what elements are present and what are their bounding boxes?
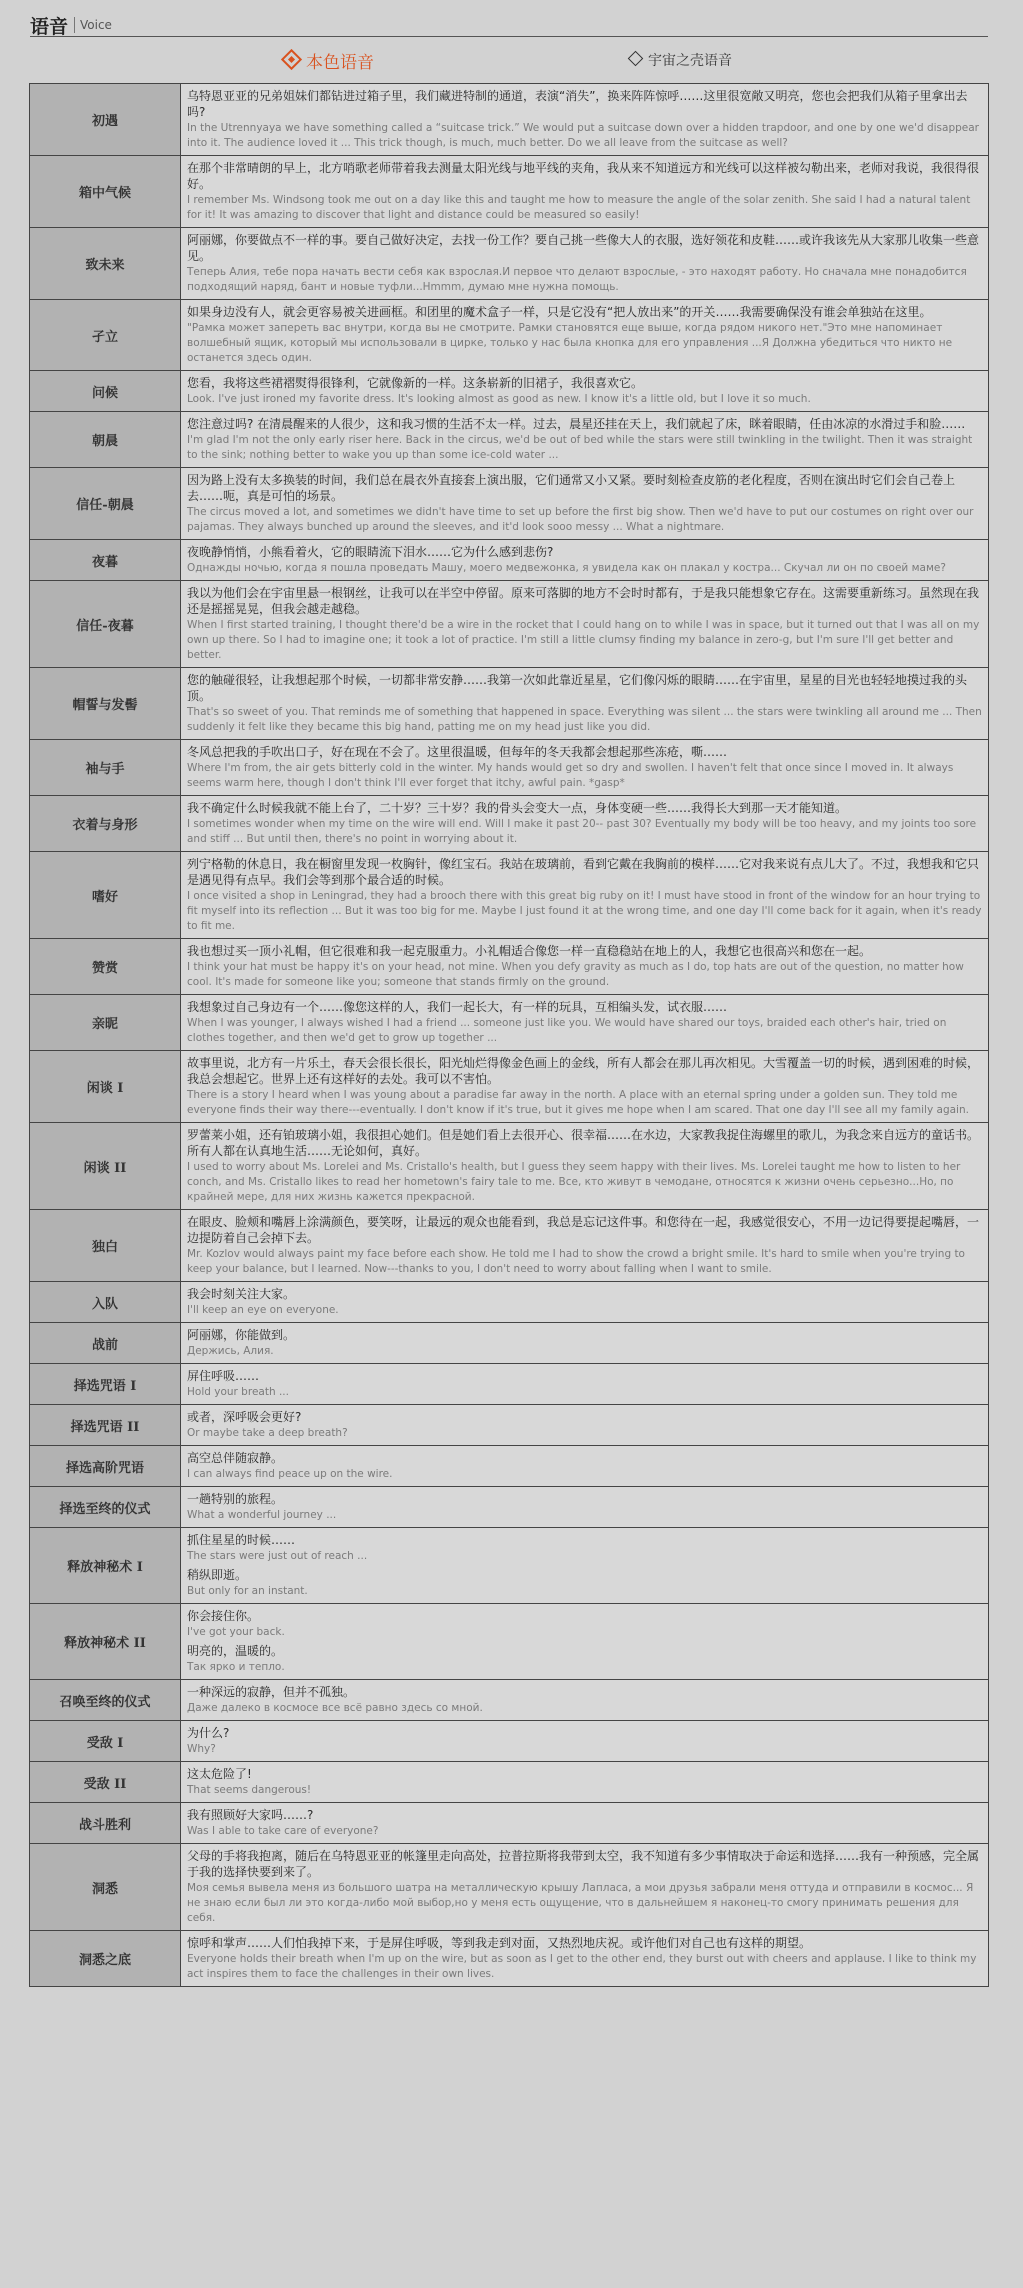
line-text-translation: I sometimes wonder when my time on the wire will end. Will I make it past 20-- past 30? Eventually my body will be too heavy, and my joints too sore and stiff ... But until then, there's no point in worrying about it. (187, 818, 977, 845)
voice-name-cell: 致未来 (30, 228, 181, 300)
voice-name-cell: 择选咒语 II (30, 1405, 181, 1446)
line-text-translation: I used to worry about Ms. Lorelei and Ms. Cristallo's health, but I guess they seem happy with their lives. Ms. Lorelei taught me how to listen to her conch, and Ms. Cristallo likes to read her hometown's fairy tale to me. Все, кто живут в чемодане, относятся к жизни очень серьезно...Но, по крайней мере, для них жизнь кажется прекрасной. (187, 1161, 961, 1203)
line-text-translation: The circus moved a lot, and sometimes we didn't have time to set up before the first big show. Then we'd have to put our costumes on right over our pajamas. They always bunched up around the sleeves, and it'd look sooo messy ... What a nightmare. (187, 506, 974, 533)
title-divider (74, 17, 75, 33)
table-row (30, 84, 989, 156)
table-row (30, 1528, 989, 1604)
voice-name-cell: 战前 (30, 1323, 181, 1364)
line-text-translation: I remember Ms. Windsong took me out on a day like this and taught me how to measure the angle of the solar zenith. She said I had a natural talent for it! It was amazing to discover that light and distance could be measured so easily! (187, 194, 971, 221)
line-text-zh: 这太危险了! (187, 1767, 252, 1781)
voice-name-cell: 召唤至终的仪式 (30, 1680, 181, 1721)
voice-line-cell (181, 412, 989, 468)
line-text-translation: Why? (187, 1743, 216, 1755)
line-text-zh: 我有照顾好大家吗……? (187, 1808, 314, 1822)
table-row (30, 300, 989, 371)
voice-name-cell: 信任-夜暮 (30, 581, 181, 668)
section-title: 语音 (30, 16, 69, 38)
voice-name-cell: 亲昵 (30, 995, 181, 1051)
line-text-zh: 您看，我将这些裙褶熨得很锋利，它就像新的一样。这条崭新的旧裙子，我很喜欢它。 (187, 376, 644, 390)
voice-name-cell: 闲谈 II (30, 1123, 181, 1210)
line-text-translation: Look. I've just ironed my favorite dress. It's looking almost as good as new. I know it's a little old, but I love it so much. (187, 393, 811, 405)
voice-name-cell: 择选高阶咒语 (30, 1446, 181, 1487)
table-row (30, 1405, 989, 1446)
voice-line-cell (181, 84, 989, 156)
voice-name-cell: 信任-朝晨 (30, 468, 181, 540)
line-text-zh: 或者，深呼吸会更好? (187, 1410, 302, 1424)
line-text-translation: But only for an instant. (187, 1585, 308, 1597)
voice-name-cell: 孑立 (30, 300, 181, 371)
line-text-zh: 为什么? (187, 1726, 230, 1740)
voice-line-cell (181, 1123, 989, 1210)
table-row (30, 1844, 989, 1931)
table-row (30, 1680, 989, 1721)
table-row (30, 156, 989, 228)
line-text-zh: 稍纵即逝。 (187, 1568, 248, 1582)
table-row (30, 1323, 989, 1364)
voice-line-cell (181, 796, 989, 852)
table-row (30, 468, 989, 540)
table-row (30, 852, 989, 939)
voice-line-cell (181, 156, 989, 228)
line-text-translation: I've got your back. (187, 1626, 285, 1638)
line-text-zh: 乌特恩亚亚的兄弟姐妹们都钻进过箱子里，我们藏进特制的通道，表演“消失”，换来阵阵惊呼……这里很宽敞又明亮，您也会把我们从箱子里拿出去吗? (187, 89, 968, 119)
voice-name-cell: 衣着与身形 (30, 796, 181, 852)
line-text-translation: Hold your breath ... (187, 1386, 289, 1398)
line-text-zh: 惊呼和掌声……人们怕我掉下来，于是屏住呼吸，等到我走到对面，又热烈地庆祝。或许他们对自己也有这样的期望。 (187, 1936, 812, 1950)
voice-name-cell: 受敌 I (30, 1721, 181, 1762)
tab-base-voice[interactable] (284, 48, 374, 73)
voice-line-cell (181, 740, 989, 796)
table-row (30, 995, 989, 1051)
table-row (30, 412, 989, 468)
tab-cosmic-shell-voice[interactable] (630, 50, 732, 70)
table-row (30, 796, 989, 852)
line-text-zh: 在那个非常晴朗的早上，北方哨歌老师带着我去测量太阳光线与地平线的夹角，我从来不知道远方和光线可以这样被勾勒出来，老师对我说，我很得很好。 (187, 161, 980, 191)
voice-name-cell: 赞赏 (30, 939, 181, 995)
voice-name-cell: 择选至终的仪式 (30, 1487, 181, 1528)
voice-tabs (30, 44, 988, 80)
section-header (30, 10, 988, 37)
voice-name-cell: 受敌 II (30, 1762, 181, 1803)
voice-name-cell: 朝晨 (30, 412, 181, 468)
voice-line-cell (181, 939, 989, 995)
line-text-zh: 您注意过吗? 在清晨醒来的人很少，这和我习惯的生活不太一样。过去，晨星还挂在天上，我们就起了床，眯着眼睛，任由冰凉的水滑过手和脸…… (187, 417, 966, 431)
voice-name-cell: 释放神秘术 I (30, 1528, 181, 1604)
voice-name-cell: 择选咒语 I (30, 1364, 181, 1405)
voice-line-cell (181, 581, 989, 668)
voice-line-cell (181, 1446, 989, 1487)
voice-line-cell (181, 468, 989, 540)
line-text-zh: 父母的手将我抱离，随后在乌特恩亚亚的帐篷里走向高处，拉普拉斯将我带到太空，我不知道有多少事情取决于命运和选择……我有一种预感，完全属于我的选择快要到来了。 (187, 1849, 980, 1879)
voice-line-cell (181, 1844, 989, 1931)
diamond-icon (628, 51, 644, 67)
table-row (30, 1210, 989, 1282)
line-text-translation: "Рамка может запереть вас внутри, когда вы не смотрите. Рамки становятся еще выше, когда рядом никого нет."Это мне напоминает волшебный ящик, который мы использовали в цирке, только у нас была кнопка для его управления ...Я Должна убедиться что никто не останется здесь один. (187, 322, 953, 364)
voice-name-cell: 帽誓与发髻 (30, 668, 181, 740)
table-row (30, 1051, 989, 1123)
table-row (30, 1604, 989, 1680)
line-text-zh: 明亮的，温暖的。 (187, 1644, 284, 1658)
voice-name-cell: 入队 (30, 1282, 181, 1323)
voice-line-cell (181, 1680, 989, 1721)
line-text-translation: Where I'm from, the air gets bitterly cold in the winter. My hands would get so dry and swollen. I haven't felt that once since I moved in. It always seems warm here, though I don't think I'll ever forget that itchy, awful pain. *gasp* (187, 762, 954, 789)
table-row (30, 1364, 989, 1405)
voice-name-cell: 问候 (30, 371, 181, 412)
line-text-translation: The stars were just out of reach ... (187, 1550, 368, 1562)
line-text-zh: 我以为他们会在宇宙里悬一根钢丝，让我可以在半空中停留。原来可落脚的地方不会时时都有，于是我只能想象它存在。这需要重新练习。虽然现在我还是摇摇晃晃，但我会越走越稳。 (187, 586, 980, 616)
line-text-zh: 阿丽娜，你能做到。 (187, 1328, 296, 1342)
line-text-zh: 阿丽娜，你要做点不一样的事。要自己做好决定，去找一份工作？要自己挑一些像大人的衣服，选好领花和皮鞋……或许我该先从大家那儿收集一些意见。 (187, 233, 980, 263)
voice-line-cell (181, 228, 989, 300)
line-text-translation: Or maybe take a deep breath? (187, 1427, 348, 1439)
line-text-zh: 列宁格勒的休息日，我在橱窗里发现一枚胸针，像红宝石。我站在玻璃前，看到它戴在我胸前的模样……它对我来说有点儿大了。不过，我想我和它只是遇见得有点早。我们会等到那个最合适的时候。 (187, 857, 980, 887)
line-text-zh: 我想象过自己身边有一个……像您这样的人，我们一起长大，有一样的玩具，互相编头发，试衣服…… (187, 1000, 728, 1014)
table-row (30, 740, 989, 796)
table-row (30, 540, 989, 581)
line-text-zh: 我会时刻关注大家。 (187, 1287, 296, 1301)
line-text-translation: Теперь Алия, тебе пора начать вести себя как взрослая.И первое что делают взрослые, - это находят работу. Но сначала мне понадобится подходящий наряд, бант и новые туфли...Hmmm, думаю мне нужна помощь. (187, 266, 967, 293)
voice-name-cell: 箱中气候 (30, 156, 181, 228)
line-text-zh: 您的触碰很轻，让我想起那个时候，一切都非常安静……我第一次如此靠近星星，它们像闪烁的眼睛……在宇宙里，星星的目光也轻轻地摸过我的头顶。 (187, 673, 968, 703)
voice-name-cell: 洞悉 (30, 1844, 181, 1931)
line-text-zh: 抓住星星的时候…… (187, 1533, 296, 1547)
voice-line-cell (181, 1931, 989, 1987)
diamond-icon (281, 49, 302, 70)
line-text-translation: Was I able to take care of everyone? (187, 1825, 379, 1837)
voice-line-cell (181, 1364, 989, 1405)
voice-line-cell (181, 540, 989, 581)
line-text-zh: 冬风总把我的手吹出口子，好在现在不会了。这里很温暖，但每年的冬天我都会想起那些冻疮，嘶…… (187, 745, 728, 759)
voice-line-cell (181, 1487, 989, 1528)
voice-line-cell (181, 1803, 989, 1844)
table-row (30, 939, 989, 995)
line-text-translation: Держись, Алия. (187, 1345, 274, 1357)
table-row (30, 1931, 989, 1987)
line-text-translation: I can always find peace up on the wire. (187, 1468, 393, 1480)
tab-label: 本色语音 (306, 53, 374, 73)
tab-label: 宇宙之壳语音 (648, 53, 732, 69)
line-text-zh: 我也想过买一顶小礼帽，但它很难和我一起克服重力。小礼帽适合像您一样一直稳稳站在地上的人，我想它也很高兴和您在一起。 (187, 944, 872, 958)
voice-name-cell: 闲谈 I (30, 1051, 181, 1123)
line-text-translation: Моя семья вывела меня из большого шатра на металлическую крышу Лапласа, а мои друзья забрали меня оттуда и отправили в космос... Я не знаю если был ли это когда-либо мой выбор,но у меня есть ощущение, что в дальнейшем я наконец-то смогу принимать решения для себя. (187, 1882, 974, 1924)
table-row (30, 1123, 989, 1210)
table-row (30, 668, 989, 740)
line-text-translation: When I was younger, I always wished I had a friend ... someone just like you. We would have shared our toys, braided each other's hair, tried on clothes together, and then we'd get to grow up together ... (187, 1017, 947, 1044)
line-text-zh: 一趟特别的旅程。 (187, 1492, 284, 1506)
table-row (30, 1487, 989, 1528)
line-text-translation: I'll keep an eye on everyone. (187, 1304, 339, 1316)
voice-line-cell (181, 1762, 989, 1803)
line-text-translation: There is a story I heard when I was young about a paradise far away in the north. A place with an eternal spring under a golden sun. They told me everyone finds their way there---eventually. I don't know if it's true, but it gives me hope when I am scared. That one day I'll see all my family again. (187, 1089, 969, 1116)
voice-line-cell (181, 1323, 989, 1364)
line-text-translation: Даже далеко в космосе все всё равно здесь со мной. (187, 1702, 483, 1714)
voice-line-cell (181, 1282, 989, 1323)
voice-name-cell: 释放神秘术 II (30, 1604, 181, 1680)
line-text-translation: That's so sweet of you. That reminds me of something that happened in space. Everything was silent ... the stars were twinkling all around me ... Then suddenly it felt like they became this big hand, patting me on my head just like you did. (187, 706, 982, 733)
voice-line-cell (181, 371, 989, 412)
voice-line-cell (181, 852, 989, 939)
table-row (30, 1762, 989, 1803)
voice-line-cell (181, 1051, 989, 1123)
table-row (30, 1282, 989, 1323)
line-text-zh: 在眼皮、脸颊和嘴唇上涂满颜色，要笑呀，让最远的观众也能看到，我总是忘记这件事。和您待在一起，我感觉很安心，不用一边记得要提起嘴唇，一边提防着自己会掉下去。 (187, 1215, 980, 1245)
line-text-translation: Так ярко и тепло. (187, 1661, 285, 1673)
line-text-zh: 罗蕾莱小姐，还有铂玻璃小姐，我很担心她们。但是她们看上去很开心、很幸福……在水边，大家教我捉住海螺里的歌儿，为我念来自远方的童话书。所有人都在认真地生活……无论如何，真好。 (187, 1128, 980, 1158)
voice-name-cell: 独白 (30, 1210, 181, 1282)
voice-name-cell: 战斗胜利 (30, 1803, 181, 1844)
line-text-zh: 因为路上没有太多换装的时间，我们总在晨衣外直接套上演出服，它们通常又小又紧。要时刻检查皮筋的老化程度，否则在演出时它们会自己卷上去……呃，真是可怕的场景。 (187, 473, 956, 503)
voice-name-cell: 初遇 (30, 84, 181, 156)
line-text-translation: I once visited a shop in Leningrad, they had a brooch there with this great big ruby on it! I must have stood in front of the window for an hour trying to fit myself into its reflection ... But it was too big for me. Maybe I just found it at the wrong time, and one day I'll come back for it again, when it's ready to fit me. (187, 890, 982, 932)
voice-line-cell (181, 300, 989, 371)
table-row (30, 581, 989, 668)
table-row (30, 371, 989, 412)
table-row (30, 1721, 989, 1762)
line-text-translation: That seems dangerous! (187, 1784, 312, 1796)
voice-line-cell (181, 668, 989, 740)
line-text-translation: In the Utrennyaya we have something called a “suitcase trick.” We would put a suitcase down over a hidden trapdoor, and one by one we'd disappear into it. The audience loved it ... This trick though, is much, much better. Do we all leave from the suitcase as well? (187, 122, 979, 149)
voice-line-cell (181, 1210, 989, 1282)
line-text-translation: I'm glad I'm not the only early riser here. Back in the circus, we'd be out of bed while the stars were still twinkling in the twilight. Then it was straight to the sink; nothing better to wake you up than some ice-cold water ... (187, 434, 973, 461)
line-text-zh: 屏住呼吸…… (187, 1369, 260, 1383)
voice-name-cell: 嗜好 (30, 852, 181, 939)
line-text-zh: 夜晚静悄悄，小熊看着火，它的眼睛流下泪水……它为什么感到悲伤? (187, 545, 554, 559)
line-text-translation: Mr. Kozlov would always paint my face before each show. He told me I had to show the crowd a bright smile. It's hard to smile when you're trying to keep your balance, but I learned. Now---thanks to you, I don't need to worry about falling when I want to smile. (187, 1248, 965, 1275)
line-text-zh: 高空总伴随寂静。 (187, 1451, 284, 1465)
line-text-zh: 一种深远的寂静，但并不孤独。 (187, 1685, 356, 1699)
line-text-zh: 你会接住你。 (187, 1609, 260, 1623)
voice-name-cell: 夜暮 (30, 540, 181, 581)
line-text-translation: I think your hat must be happy it's on your head, not mine. When you defy gravity as much as I do, top hats are out of the question, no matter how cool. It's made for someone like you; someone that stands firmly on the ground. (187, 961, 964, 988)
voice-line-cell (181, 1604, 989, 1680)
line-text-translation: Однажды ночью, когда я пошла проведать Машу, моего медвежонка, я увидела как он плакал у костра... Скучал ли он по своей маме? (187, 562, 946, 574)
line-text-zh: 如果身边没有人，就会更容易被关进画框。和团里的魔术盒子一样，只是它没有“把人放出来”的开关……我需要确保没有谁会单独站在这里。 (187, 305, 932, 319)
line-text-translation: Everyone holds their breath when I'm up on the wire, but as soon as I get to the other end, they burst out with cheers and applause. I like to think my act inspires them to face the challenges in their own lives. (187, 1953, 977, 1980)
line-text-translation: When I first started training, I thought there'd be a wire in the rocket that I could hang on to while I was in space, but it turned out that I was all on my own up there. So I had to imagine one; it took a lot of practice. I'm still a little clumsy finding my balance in zero-g, but I'm sure I'll get better and better. (187, 619, 980, 661)
line-text-zh: 我不确定什么时候我就不能上台了，二十岁？三十岁？我的骨头会变大一点，身体变硬一些……我得长大到那一天才能知道。 (187, 801, 848, 815)
voice-line-cell (181, 995, 989, 1051)
voice-table (29, 83, 989, 1987)
voice-line-cell (181, 1721, 989, 1762)
line-text-zh: 故事里说，北方有一片乐土，春天会很长很长，阳光灿烂得像金色画上的金线，所有人都会在那儿再次相见。大雪覆盖一切的时候，遇到困难的时候，我总会想起它。世界上还有这样好的去处。我可以不害怕。 (187, 1056, 980, 1086)
table-row (30, 1803, 989, 1844)
table-row (30, 228, 989, 300)
table-row (30, 1446, 989, 1487)
line-text-translation: What a wonderful journey ... (187, 1509, 337, 1521)
section-subtitle: Voice (80, 18, 112, 32)
voice-name-cell: 洞悉之底 (30, 1931, 181, 1987)
voice-line-cell (181, 1528, 989, 1604)
voice-name-cell: 袖与手 (30, 740, 181, 796)
voice-line-cell (181, 1405, 989, 1446)
